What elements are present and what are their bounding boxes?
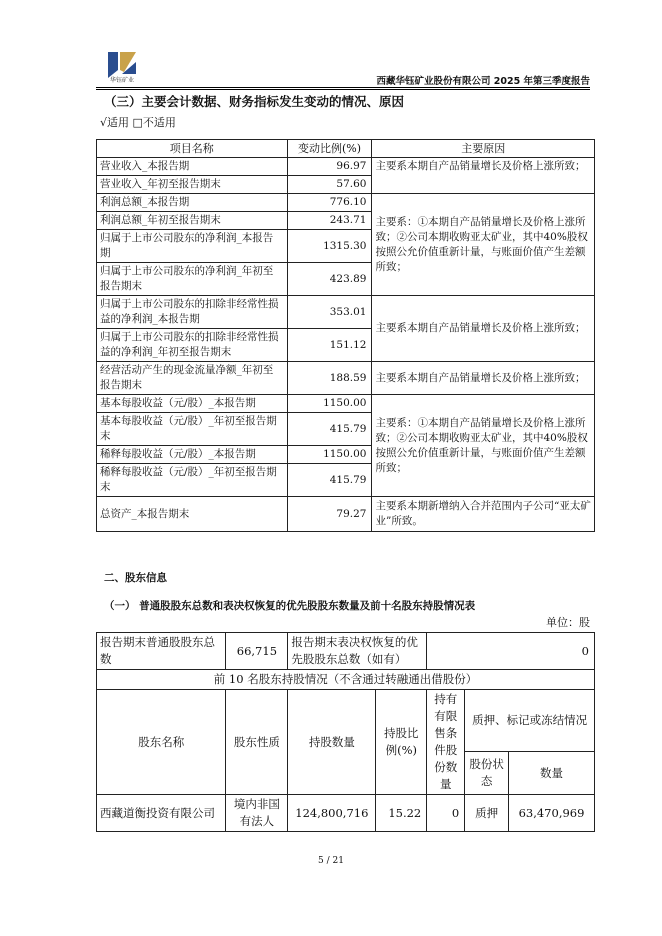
table-header-row [97, 140, 595, 158]
unit-label: 单位：股 [546, 616, 590, 629]
table-row [97, 795, 595, 832]
report-header-title: 西藏华钰矿业股份有限公司 2025 年第三季度报告 [376, 76, 590, 87]
row-pct: 776.10 [287, 194, 372, 212]
row-reason: 主要系：①本期自产品销量增长及价格上涨所致；②公司本期收购亚太矿业，其中40%股权按照公允价值重新计量，与账面价值产生差额所致； [372, 194, 595, 296]
pref-value: 0 [427, 633, 595, 670]
shareholder-subtitle: （一） 普通股股东总数和表决权恢复的优先股股东数量及前十名股东持股情况表 [104, 600, 476, 612]
row-item: 总资产_本报告期末 [97, 497, 288, 532]
page-number: 5 / 21 [318, 856, 344, 866]
row-reason: 主要系本期自产品销量增长及价格上涨所致； [372, 362, 595, 395]
row-reason: 主要系：①本期自产品销量增长及价格上涨所致；②公司本期收购亚太矿业，其中40%股权按照公允价值重新计量，与账面价值产生差额所致； [372, 395, 595, 497]
row-pct: 96.97 [287, 158, 372, 176]
top10-caption: 前 10 名股东持股情况（不含通过转融通出借股份） [97, 670, 595, 690]
indicator-change-table [96, 139, 595, 532]
col-header-item: 项目名称 [97, 140, 288, 158]
shareholder-shares: 124,800,716 [288, 795, 376, 832]
row-pct: 79.27 [287, 497, 372, 532]
shareholder-ratio: 15.22 [376, 795, 427, 832]
row-item: 利润总额_年初至报告期末 [97, 212, 288, 230]
shareholder-table [96, 632, 595, 832]
row-pct: 243.71 [287, 212, 372, 230]
total-row [97, 633, 595, 670]
col-header-pct: 变动比例(%) [287, 140, 372, 158]
row-pct: 188.59 [287, 362, 372, 395]
header-divider-thin [96, 89, 590, 90]
table-row [97, 296, 595, 329]
row-pct: 1315.30 [287, 230, 372, 263]
logo-text: 华钰矿业 [109, 77, 134, 84]
col-header-ratio: 持股比例(%) [376, 690, 427, 795]
row-item: 归属于上市公司股东的净利润_本报告期 [97, 230, 288, 263]
row-item: 稀释每股收益（元/股）_年初至报告期末 [97, 464, 288, 497]
row-pct: 151.12 [287, 329, 372, 362]
row-pct: 415.79 [287, 413, 372, 446]
applicable-checkbox-line: √适用 □不适用 [100, 116, 176, 129]
row-item: 稀释每股收益（元/股）_本报告期 [97, 446, 288, 464]
shareholder-section-title: 二、股东信息 [104, 572, 167, 584]
row-item: 利润总额_本报告期 [97, 194, 288, 212]
row-item: 基本每股收益（元/股）_年初至报告期末 [97, 413, 288, 446]
row-reason: 主要系本期自产品销量增长及价格上涨所致； [372, 296, 595, 362]
shareholder-amount: 63,470,969 [509, 795, 595, 832]
col-header-restricted: 持有有限售条件股份数量 [427, 690, 465, 795]
total-value: 66,715 [226, 633, 288, 670]
pref-label: 报告期末表决权恢复的优先股股东总数（如有） [288, 633, 427, 670]
top10-caption-row [97, 670, 595, 690]
col-header-shares: 持股数量 [288, 690, 376, 795]
table-row [97, 158, 595, 176]
col-header-amount: 数量 [509, 752, 595, 795]
row-pct: 57.60 [287, 176, 372, 194]
row-pct: 1150.00 [287, 395, 372, 413]
row-item: 营业收入_本报告期 [97, 158, 288, 176]
row-pct: 423.89 [287, 263, 372, 296]
total-label: 报告期末普通股股东总数 [97, 633, 226, 670]
shareholder-status: 质押 [465, 795, 509, 832]
header-row-1 [97, 690, 595, 752]
col-header-nature: 股东性质 [226, 690, 288, 795]
row-item: 归属于上市公司股东的扣除非经常性损益的净利润_本报告期 [97, 296, 288, 329]
row-item: 基本每股收益（元/股）_本报告期 [97, 395, 288, 413]
section-title: （三）主要会计数据、财务指标发生变动的情况、原因 [104, 94, 405, 109]
shareholder-restricted: 0 [427, 795, 465, 832]
shareholder-nature: 境内非国有法人 [226, 795, 288, 832]
col-header-name: 股东名称 [97, 690, 226, 795]
table-row [97, 362, 595, 395]
col-header-reason: 主要原因 [372, 140, 595, 158]
row-reason: 主要系本期自产品销量增长及价格上涨所致； [372, 158, 595, 194]
row-item: 归属于上市公司股东的净利润_年初至报告期末 [97, 263, 288, 296]
table-row [97, 497, 595, 532]
table-row [97, 395, 595, 413]
table-row [97, 194, 595, 212]
col-header-status: 股份状态 [465, 752, 509, 795]
row-pct: 353.01 [287, 296, 372, 329]
header-divider [96, 87, 590, 88]
row-pct: 1150.00 [287, 446, 372, 464]
row-item: 经营活动产生的现金流量净额_年初至报告期末 [97, 362, 288, 395]
row-item: 营业收入_年初至报告期末 [97, 176, 288, 194]
col-header-pledge: 质押、标记或冻结情况 [465, 690, 595, 752]
row-reason: 主要系本期新增纳入合并范围内子公司“亚太矿业”所致。 [372, 497, 595, 532]
row-pct: 415.79 [287, 464, 372, 497]
shareholder-name: 西藏道衡投资有限公司 [97, 795, 226, 832]
row-item: 归属于上市公司股东的扣除非经常性损益的净利润_年初至报告期末 [97, 329, 288, 362]
